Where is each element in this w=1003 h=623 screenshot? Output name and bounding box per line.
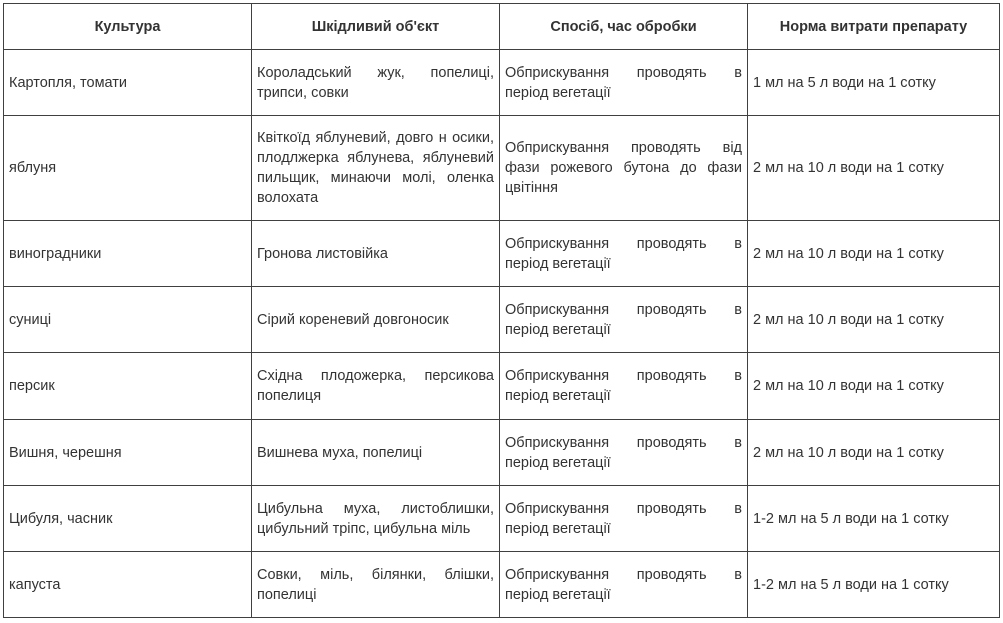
crop-cell: Вишня, черешня: [4, 420, 252, 486]
table-row: [4, 420, 1000, 486]
header-method: Спосіб, час обробки: [500, 4, 748, 50]
crop-cell: суниці: [4, 287, 252, 353]
pest-cell: Сірий кореневий довгоносик: [252, 287, 500, 353]
rate-cell: 2 мл на 10 л води на 1 сотку: [748, 116, 1000, 221]
header-pest: Шкідливий об'єкт: [252, 4, 500, 50]
header-rate: Норма витрати препарату: [748, 4, 1000, 50]
method-cell: Обприскування проводять в період вегетації: [500, 221, 748, 287]
table-row: [4, 116, 1000, 221]
method-cell: Обприскування проводять від фази рожевого бутона до фази цвітіння: [500, 116, 748, 221]
header-row: [4, 4, 1000, 50]
rate-cell: 1-2 мл на 5 л води на 1 сотку: [748, 552, 1000, 618]
rate-cell: 1 мл на 5 л води на 1 сотку: [748, 50, 1000, 116]
rate-cell: 2 мл на 10 л води на 1 сотку: [748, 287, 1000, 353]
pest-cell: Совки, міль, білянки, блішки, попелиці: [252, 552, 500, 618]
crop-cell: виноградники: [4, 221, 252, 287]
pest-cell: Гронова листовійка: [252, 221, 500, 287]
method-cell: Обприскування проводять в період вегетації: [500, 486, 748, 552]
table-header: [4, 4, 1000, 50]
pest-cell: Цибульна муха, листоблишки, цибульний тріпс, цибульна міль: [252, 486, 500, 552]
pest-cell: Квіткоїд яблуневий, довго н осики, плодлжерка яблунева, яблуневий пильщик, минаючи молі, оленка волохата: [252, 116, 500, 221]
table-row: [4, 221, 1000, 287]
table-row: [4, 50, 1000, 116]
pest-cell: Короладський жук, попелиці, трипси, совки: [252, 50, 500, 116]
crop-cell: капуста: [4, 552, 252, 618]
crop-cell: персик: [4, 353, 252, 420]
table-row: [4, 486, 1000, 552]
table-row: [4, 287, 1000, 353]
method-cell: Обприскування проводять в період вегетації: [500, 552, 748, 618]
treatment-table: [3, 3, 1000, 618]
rate-cell: 2 мл на 10 л води на 1 сотку: [748, 221, 1000, 287]
crop-cell: Цибуля, часник: [4, 486, 252, 552]
header-crop: Культура: [4, 4, 252, 50]
table-body: [4, 50, 1000, 618]
method-cell: Обприскування проводять в період вегетації: [500, 50, 748, 116]
table-row: [4, 353, 1000, 420]
rate-cell: 1-2 мл на 5 л води на 1 сотку: [748, 486, 1000, 552]
method-cell: Обприскування проводять в період вегетації: [500, 353, 748, 420]
crop-cell: яблуня: [4, 116, 252, 221]
rate-cell: 2 мл на 10 л води на 1 сотку: [748, 420, 1000, 486]
table-row: [4, 552, 1000, 618]
rate-cell: 2 мл на 10 л води на 1 сотку: [748, 353, 1000, 420]
method-cell: Обприскування проводять в період вегетації: [500, 420, 748, 486]
method-cell: Обприскування проводять в період вегетації: [500, 287, 748, 353]
pest-cell: Східна плодожерка, персикова попелиця: [252, 353, 500, 420]
crop-cell: Картопля, томати: [4, 50, 252, 116]
pest-cell: Вишнева муха, попелиці: [252, 420, 500, 486]
